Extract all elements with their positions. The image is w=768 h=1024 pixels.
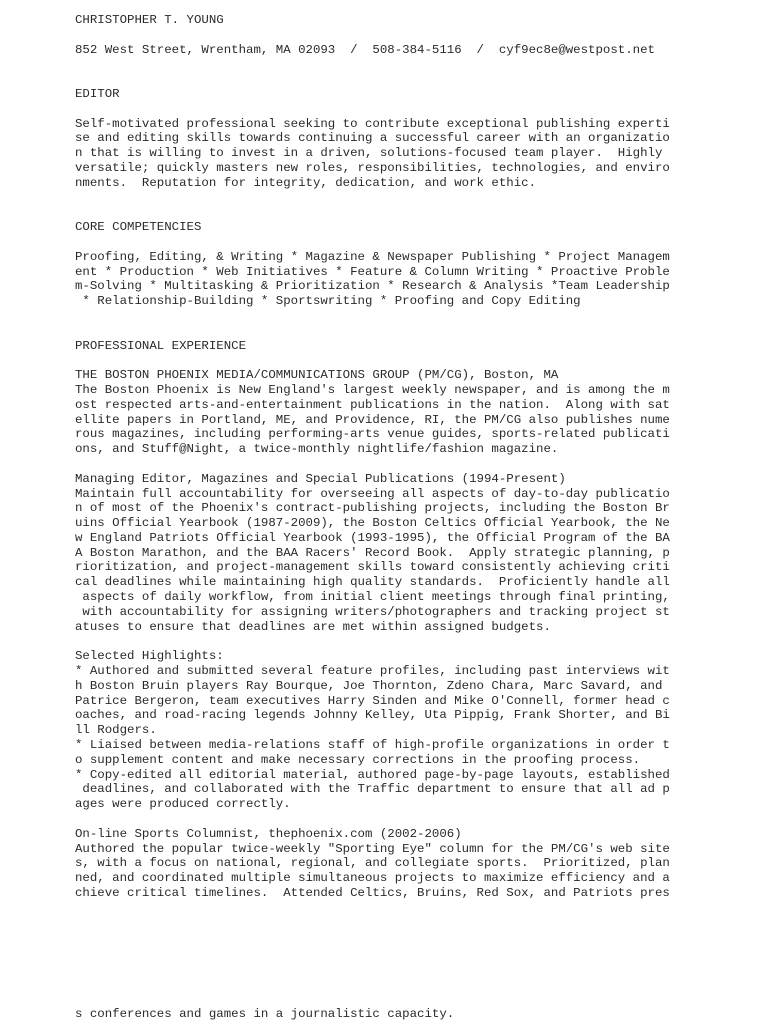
text-line: ost respected arts-and-entertainment publications in the nation. Along with sat — [75, 397, 670, 412]
text-line: * Liaised between media-relations staff of high-profile organizations in order t — [75, 738, 670, 753]
objective-paragraph — [75, 117, 695, 191]
objective-heading: EDITOR — [75, 86, 120, 101]
text-line: aspects of daily workflow, from initial client meetings through final printing, — [75, 590, 670, 605]
text-line: ages were produced correctly. — [75, 797, 291, 812]
candidate-name: CHRISTOPHER T. YOUNG — [75, 13, 224, 27]
text-line: ent * Production * Web Initiatives * Feature & Column Writing * Proactive Proble — [75, 264, 670, 279]
page-bottom-line: s conferences and games in a journalistic capacity. — [75, 1007, 455, 1021]
text-line: rioritization, and project-management skills toward consistently achieving criti — [75, 560, 670, 575]
text-line: * Relationship-Building * Sportswriting * Proofing and Copy Editing — [75, 294, 581, 309]
text-line: Maintain full accountability for overseeing all aspects of day-to-day publicatio — [75, 486, 670, 501]
text-line: ons, and Stuff@Night, a twice-monthly nightlife/fashion magazine. — [75, 442, 559, 457]
text-line: cal deadlines while maintaining high quality standards. Proficiently handle all — [75, 575, 670, 590]
contact-line: 852 West Street, Wrentham, MA 02093 / 508-384-5116 / cyf9ec8e@westpost.net — [75, 42, 655, 57]
text-line: Patrice Bergeron, team executives Harry Sinden and Mike O'Connell, former head c — [75, 693, 670, 708]
text-line: ll Rodgers. — [75, 723, 157, 738]
role-title: On-line Sports Columnist, thephoenix.com (2002-2006) — [75, 826, 462, 841]
text-line: * Copy-edited all editorial material, authored page-by-page layouts, established — [75, 767, 670, 782]
text-line: nments. Reputation for integrity, dedication, and work ethic. — [75, 175, 537, 190]
text-line: deadlines, and collaborated with the Traffic department to ensure that all ad p — [75, 782, 670, 797]
role-online-columnist — [75, 827, 695, 901]
competencies-heading: CORE COMPETENCIES — [75, 220, 202, 235]
company-description — [75, 368, 695, 457]
text-line: ellite papers in Portland, ME, and Providence, RI, the PM/CG also publishes nume — [75, 412, 670, 427]
text-line: * Authored and submitted several feature profiles, including past interviews wit — [75, 664, 670, 679]
text-line: o supplement content and make necessary corrections in the proofing process. — [75, 752, 641, 767]
role-managing-editor — [75, 472, 695, 635]
role-title: Managing Editor, Magazines and Special Publications (1994-Present) — [75, 471, 566, 486]
text-line: atuses to ensure that deadlines are met within assigned budgets. — [75, 619, 551, 634]
text-line: se and editing skills towards continuing a successful career with an organizatio — [75, 131, 670, 146]
text-line: s, with a focus on national, regional, and collegiate sports. Prioritized, plan — [75, 856, 670, 871]
text-line: chieve critical timelines. Attended Celtics, Bruins, Red Sox, and Patriots pres — [75, 886, 670, 901]
highlights-heading: Selected Highlights: — [75, 649, 224, 664]
company-title: THE BOSTON PHOENIX MEDIA/COMMUNICATIONS GROUP (PM/CG), Boston, MA — [75, 368, 559, 383]
text-line: ned, and coordinated multiple simultaneous projects to maximize efficiency and a — [75, 871, 670, 886]
text-line: The Boston Phoenix is New England's largest weekly newspaper, and is among the m — [75, 382, 670, 397]
text-line: n of most of the Phoenix's contract-publishing projects, including the Boston Br — [75, 501, 670, 516]
text-line: w England Patriots Official Yearbook (1993-1995), the Official Program of the BA — [75, 530, 670, 545]
text-line: with accountability for assigning writers/photographers and tracking project st — [75, 604, 670, 619]
text-line: h Boston Bruin players Ray Bourque, Joe Thornton, Zdeno Chara, Marc Savard, and — [75, 678, 663, 693]
text-line: Proofing, Editing, & Writing * Magazine & Newspaper Publishing * Project Managem — [75, 249, 670, 264]
text-line: m-Solving * Multitasking & Prioritization * Research & Analysis *Team Leadership — [75, 279, 670, 294]
text-line: uins Official Yearbook (1987-2009), the Boston Celtics Official Yearbook, the Ne — [75, 516, 670, 531]
text-line: rous magazines, including performing-arts venue guides, sports-related publicati — [75, 427, 670, 442]
text-line: versatile; quickly masters new roles, responsibilities, technologies, and enviro — [75, 160, 670, 175]
competencies-paragraph — [75, 250, 695, 309]
text-line: oaches, and road-racing legends Johnny Kelley, Uta Pippig, Frank Shorter, and Bi — [75, 708, 670, 723]
text-line: Authored the popular twice-weekly "Sporting Eye" column for the PM/CG's web site — [75, 841, 670, 856]
experience-heading: PROFESSIONAL EXPERIENCE — [75, 338, 247, 353]
resume-body — [75, 13, 695, 901]
text-line: A Boston Marathon, and the BAA Racers' Record Book. Apply strategic planning, p — [75, 545, 670, 560]
text-line: Self-motivated professional seeking to contribute exceptional publishing experti — [75, 116, 670, 131]
selected-highlights — [75, 649, 695, 812]
text-line: n that is willing to invest in a driven, solutions-focused team player. Highly — [75, 146, 663, 161]
